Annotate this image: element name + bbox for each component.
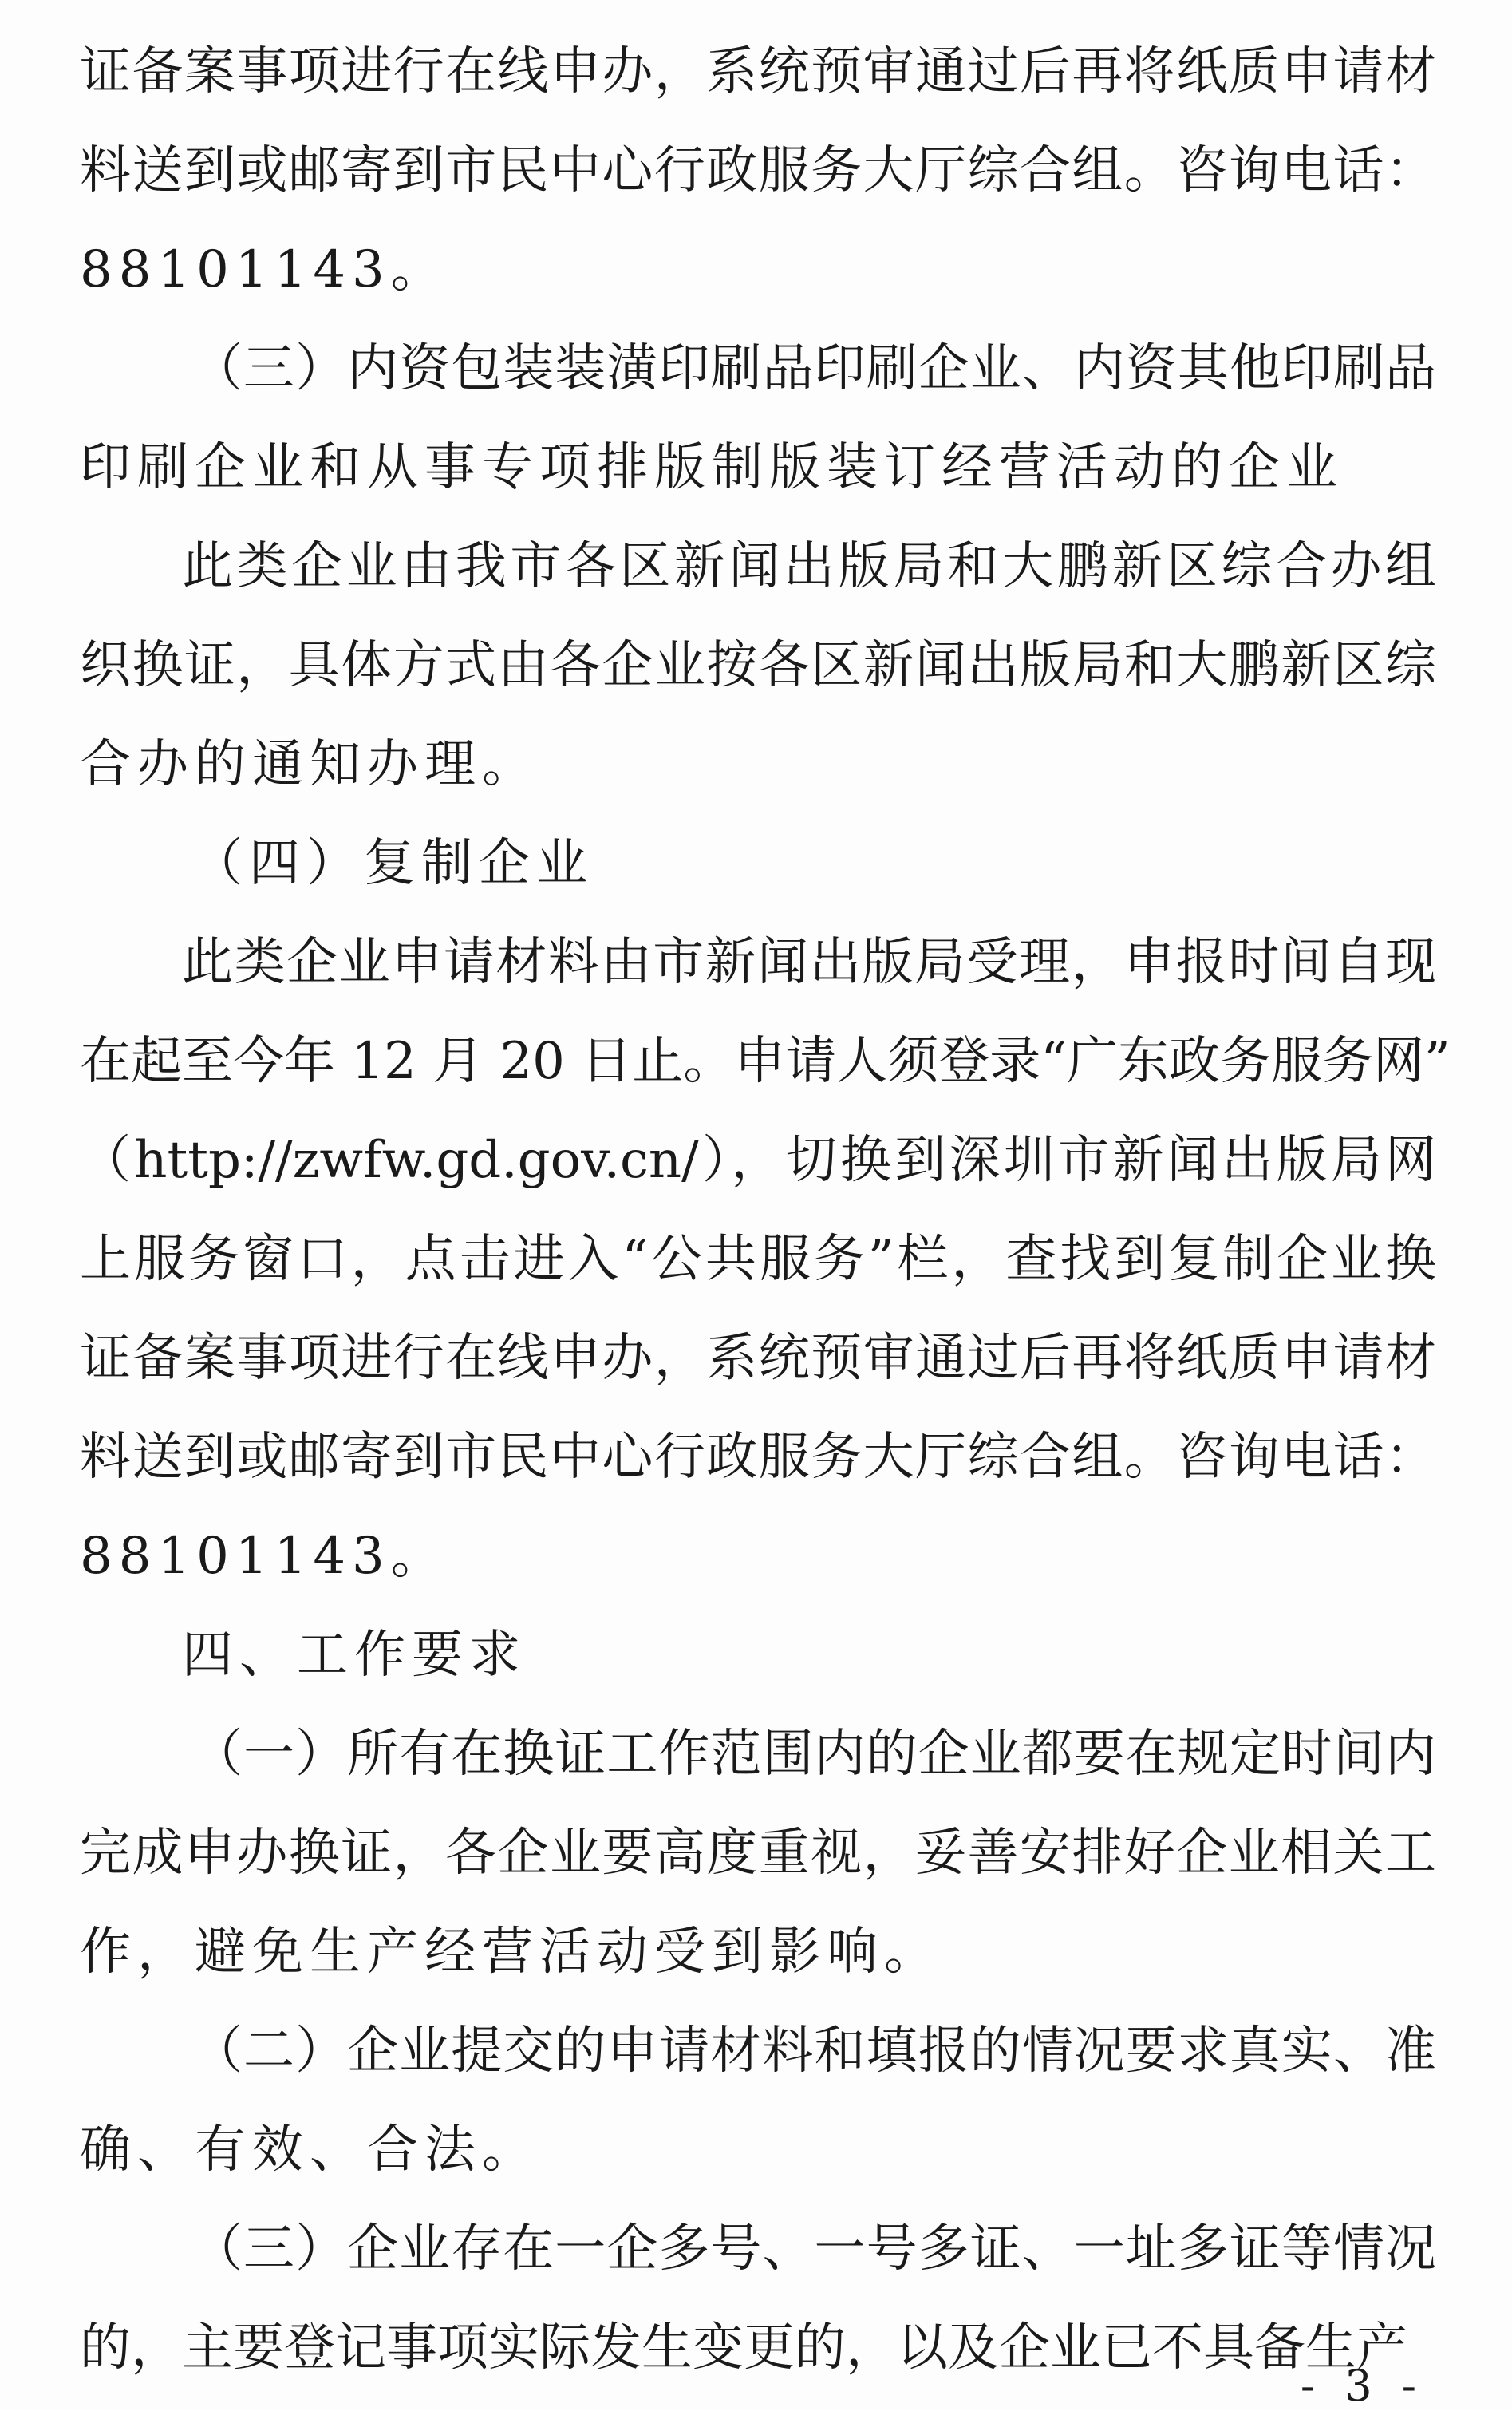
- text-line: （一）所有在换证工作范围内的企业都要在规定时间内: [191, 1725, 1436, 1784]
- section-subheading: （四）复制企业: [191, 834, 594, 893]
- page-number: - 3 -: [1300, 2361, 1424, 2411]
- text-line: 在起至今年 12 月 20 日止。申请人须登录“广东政务服务网”: [80, 1032, 1451, 1091]
- section-subheading: （三）内资包装装潢印刷品印刷企业、内资其他印刷品: [191, 339, 1436, 398]
- text-line: 确、有效、合法。: [80, 2120, 539, 2180]
- text-line: 88101143。: [80, 1527, 448, 1586]
- text-line: 上服务窗口，点击进入“公共服务”栏，查找到复制企业换: [80, 1230, 1436, 1289]
- text-line: 织换证，具体方式由各企业按各区新闻出版局和大鹏新区综: [80, 636, 1436, 695]
- text-line: 料送到或邮寄到市民中心行政服务大厅综合组。咨询电话：: [80, 1428, 1436, 1487]
- text-line: 料送到或邮寄到市民中心行政服务大厅综合组。咨询电话：: [80, 141, 1436, 200]
- text-line: 此类企业申请材料由市新闻出版局受理，申报时间自现: [182, 933, 1436, 992]
- text-line: 证备案事项进行在线申办，系统预审通过后再将纸质申请材: [80, 1329, 1436, 1388]
- text-line: 证备案事项进行在线申办，系统预审通过后再将纸质申请材: [80, 42, 1436, 101]
- text-line: 合办的通知办理。: [80, 735, 539, 794]
- section-heading: 四、工作要求: [182, 1626, 527, 1685]
- text-line: 88101143。: [80, 240, 448, 299]
- text-line: 的，主要登记事项实际发生变更的，以及企业已不具备生产: [80, 2318, 1407, 2377]
- url-text-line: （http://zwfw.gd.gov.cn/），切换到深圳市新闻出版局网: [80, 1131, 1436, 1190]
- text-line: 印刷企业和从事专项排版制版装订经营活动的企业: [80, 438, 1344, 497]
- text-line: （二）企业提交的申请材料和填报的情况要求真实、准: [191, 2022, 1436, 2081]
- text-line: （三）企业存在一企多号、一号多证、一址多证等情况: [191, 2219, 1436, 2279]
- text-line: 作，避免生产经营活动受到影响。: [80, 1923, 942, 1982]
- text-line: 完成申办换证，各企业要高度重视，妥善安排好企业相关工: [80, 1824, 1436, 1883]
- text-line: 此类企业由我市各区新闻出版局和大鹏新区综合办组: [182, 537, 1436, 596]
